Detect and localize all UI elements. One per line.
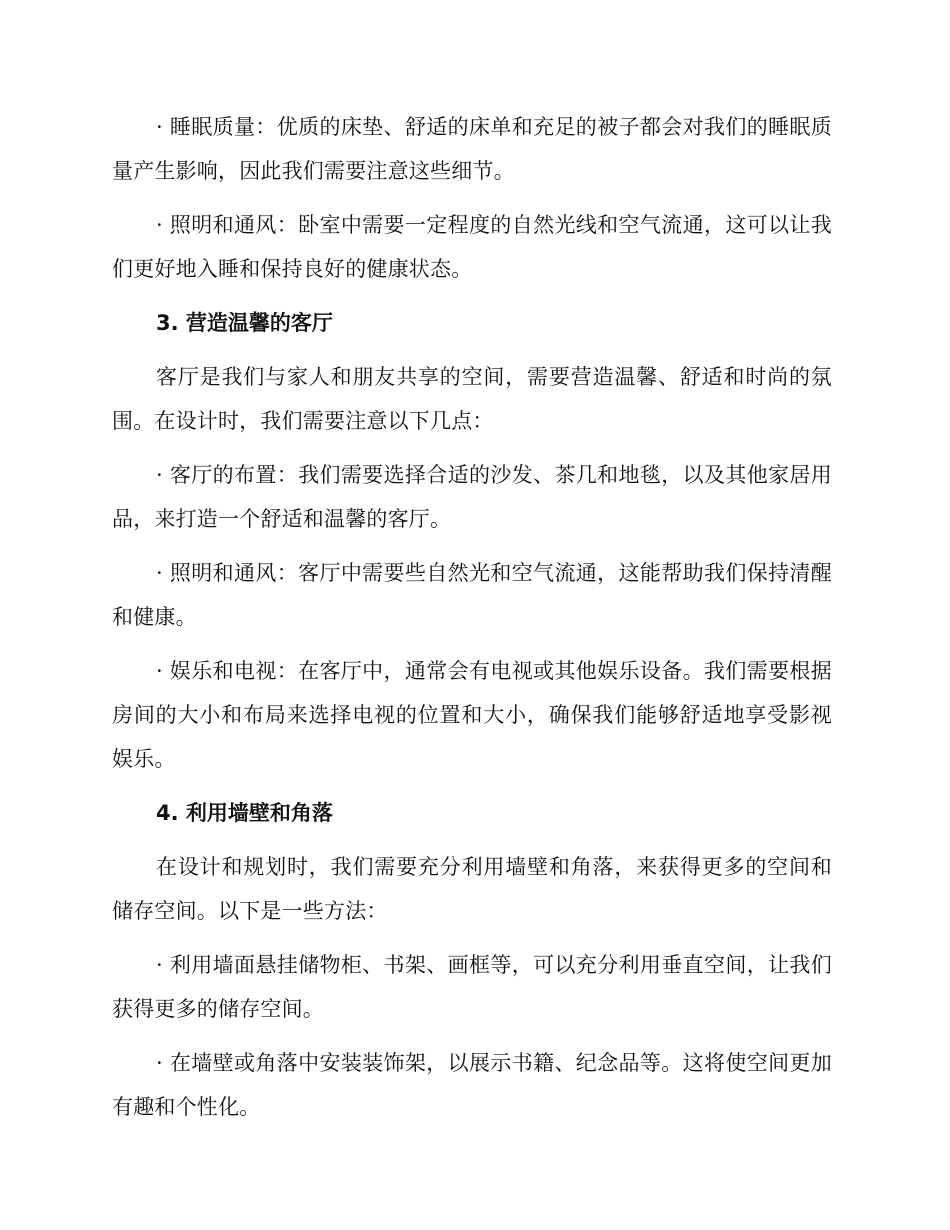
paragraph-bedroom-light: · 照明和通风：卧室中需要一定程度的自然光线和空气流通，这可以让我们更好地入睡和保持良好的健康状态。 xyxy=(112,213,832,281)
document-page xyxy=(112,105,832,1129)
paragraph-walls-shelves: · 在墙壁或角落中安装装饰架，以展示书籍、纪念品等。这将使空间更加有趣和个性化。 xyxy=(112,1051,832,1119)
paragraph-living-intro: 客厅是我们与家人和朋友共享的空间，需要营造温馨、舒适和时尚的氛围。在设计时，我们需要注意以下几点： xyxy=(112,365,832,433)
paragraph-living-light: · 照明和通风：客厅中需要些自然光和空气流通，这能帮助我们保持清醒和健康。 xyxy=(112,561,832,629)
paragraph-walls-intro: 在设计和规划时，我们需要充分利用墙壁和角落，来获得更多的空间和储存空间。以下是一些方法： xyxy=(112,855,832,923)
paragraph-walls-storage: · 利用墙面悬挂储物柜、书架、画框等，可以充分利用垂直空间，让我们获得更多的储存空间。 xyxy=(112,953,832,1021)
paragraph-living-layout: · 客厅的布置：我们需要选择合适的沙发、茶几和地毯，以及其他家居用品，来打造一个舒适和温馨的客厅。 xyxy=(112,463,832,531)
section-heading-walls-corners: 4. 利用墙壁和角落 xyxy=(156,801,333,825)
paragraph-living-tv: · 娱乐和电视：在客厅中，通常会有电视或其他娱乐设备。我们需要根据房间的大小和布局来选择电视的位置和大小，确保我们能够舒适地享受影视娱乐。 xyxy=(112,659,832,771)
paragraph-bedroom-sleep: · 睡眠质量：优质的床垫、舒适的床单和充足的被子都会对我们的睡眠质量产生影响，因此我们需要注意这些细节。 xyxy=(112,115,832,183)
section-heading-living-room: 3. 营造温馨的客厅 xyxy=(156,311,333,335)
